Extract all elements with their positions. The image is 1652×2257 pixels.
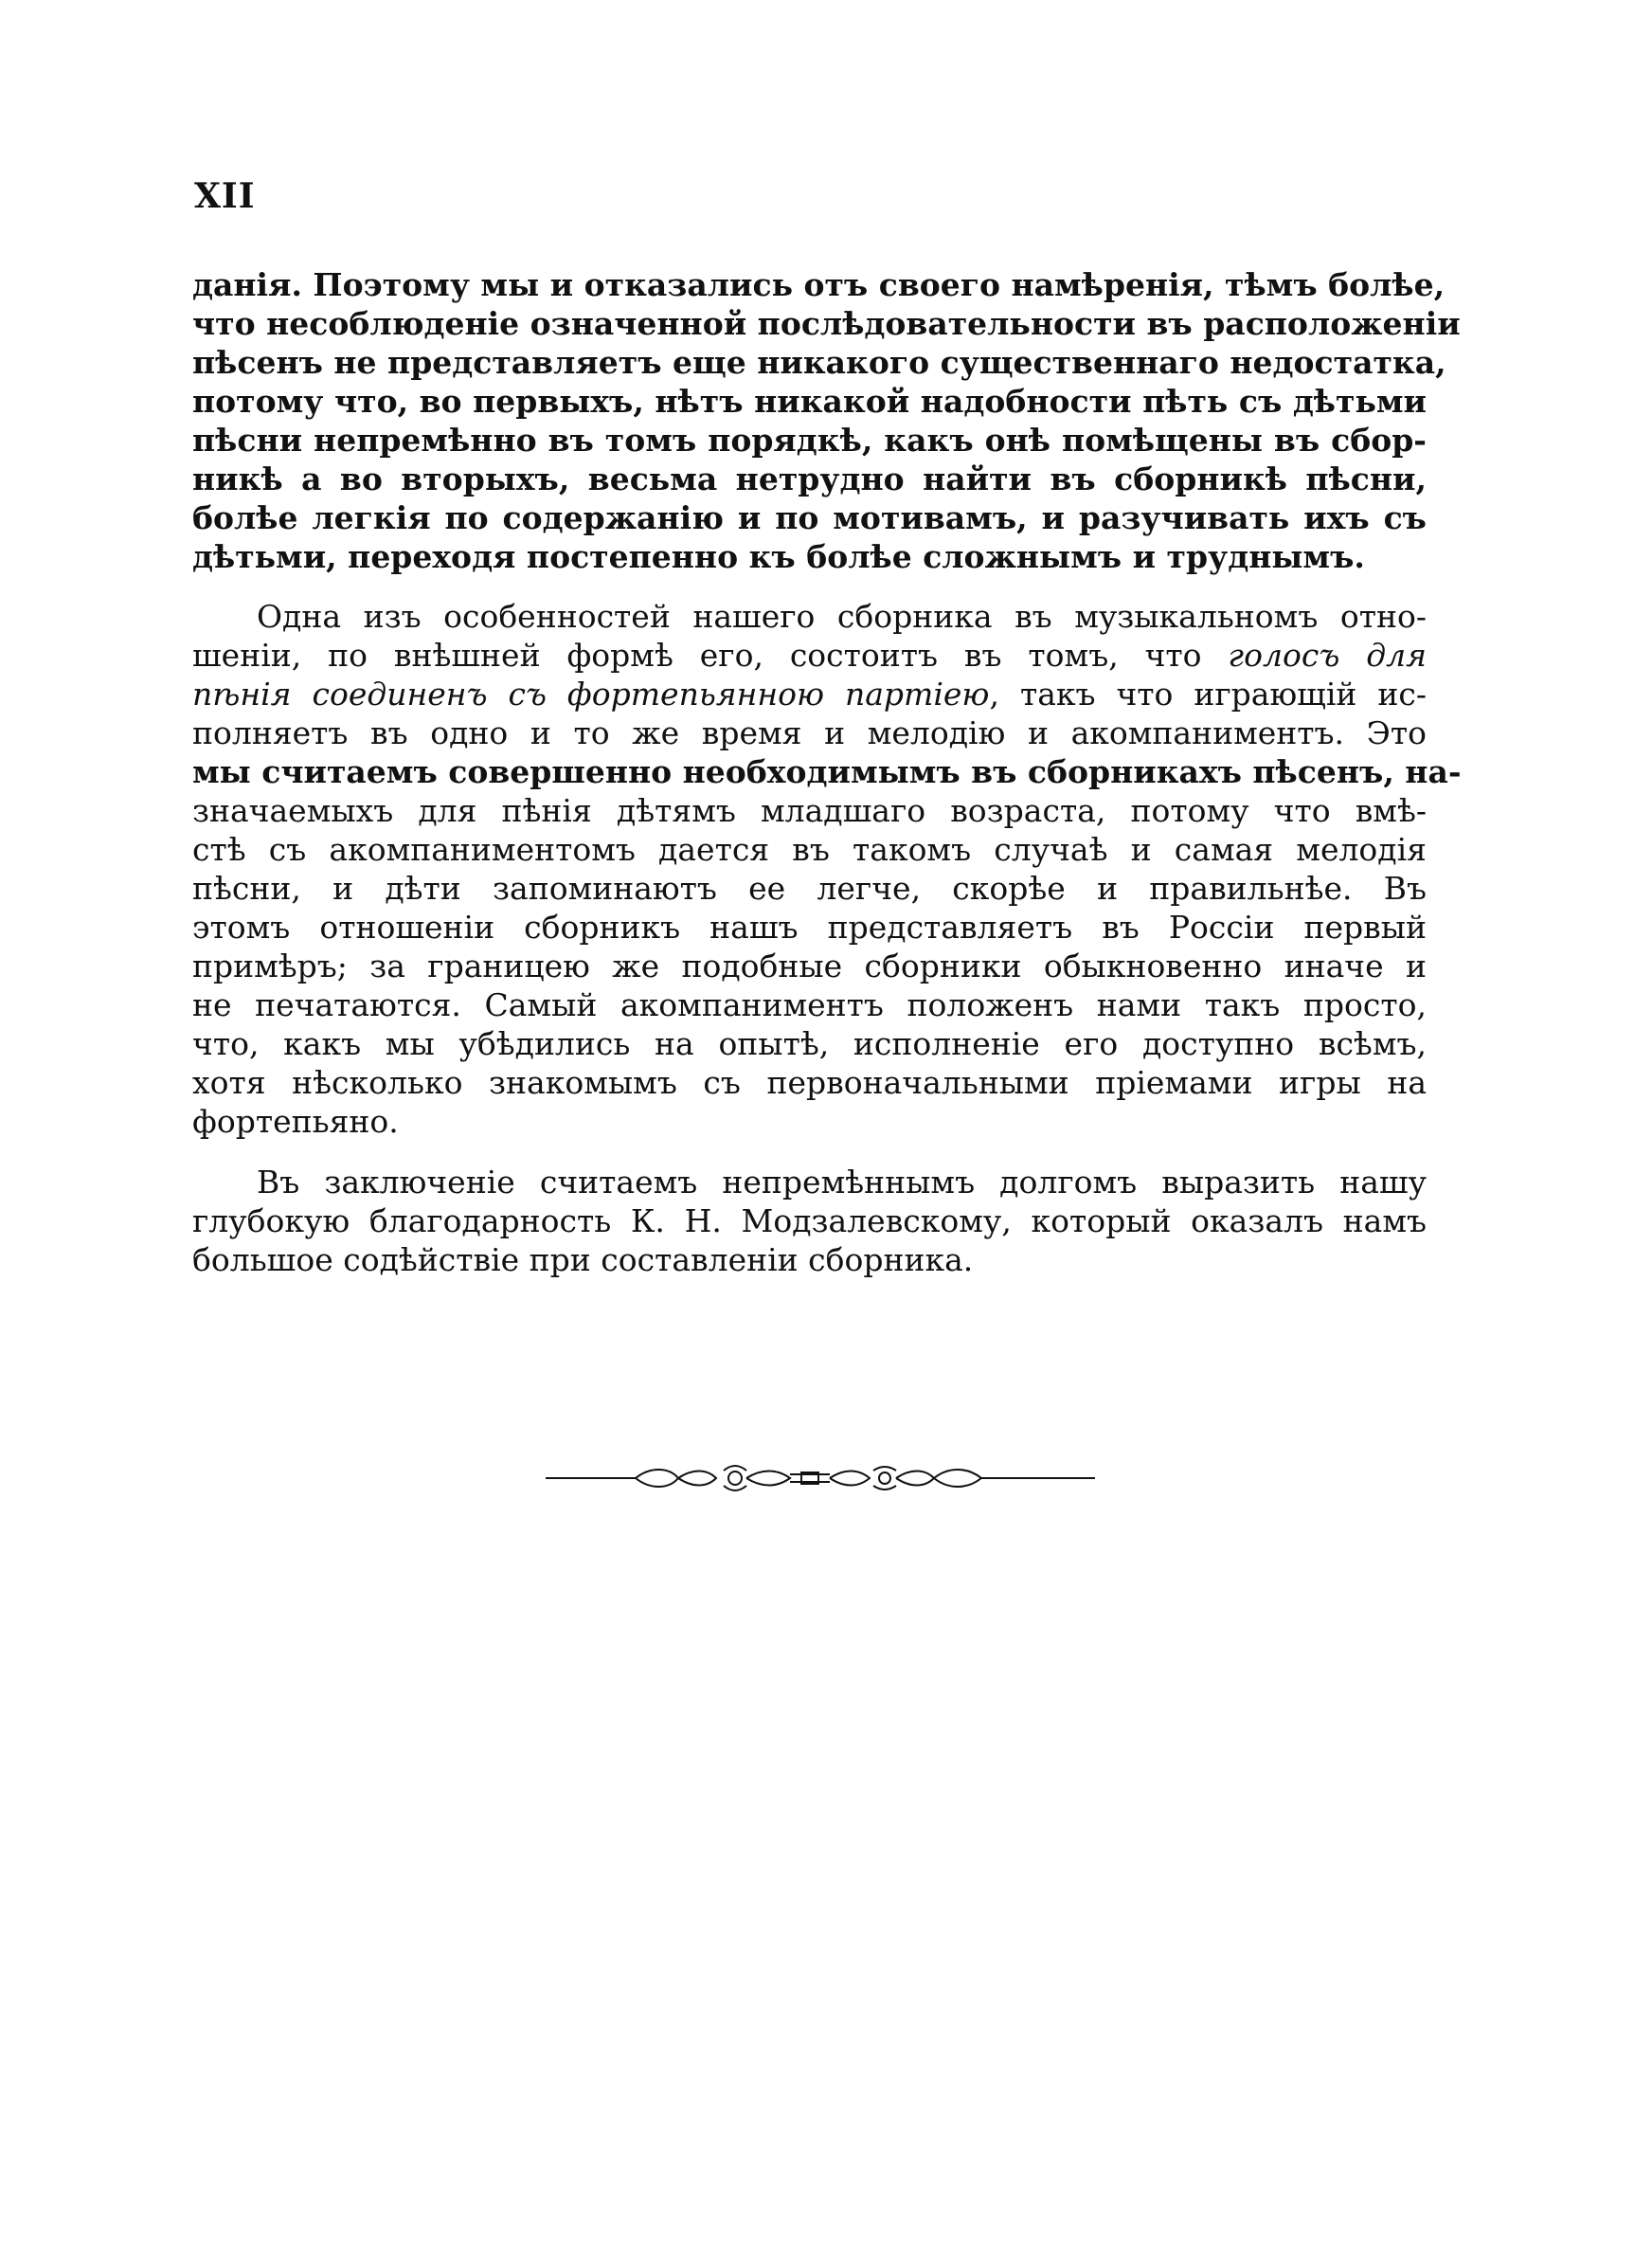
italic-phrase: пѣнія соединенъ съ фортепьянною партіею bbox=[192, 676, 990, 713]
text-line: потому что, во первыхъ, нѣтъ никакой надобности пѣть съ дѣтьми bbox=[192, 383, 1427, 420]
text-line: примѣръ; за границею же подобные сборники обыкновенно иначе и bbox=[192, 948, 1427, 984]
text-line: никѣ а во вторыхъ, весьма нетрудно найти въ сборникѣ пѣсни, bbox=[192, 460, 1427, 497]
text-line: Одна изъ особенностей нашего сборника въ музыкальномъ отно- bbox=[257, 598, 1427, 635]
text-line: дѣтьми, переходя постепенно къ болѣе сложнымъ и труднымъ. bbox=[192, 538, 1365, 575]
text-line: полняетъ въ одно и то же время и мелодію и акомпаниментъ. Это bbox=[192, 714, 1427, 751]
text-line: что несоблюденіе означенной послѣдовательности въ расположеніи bbox=[192, 305, 1461, 342]
text-line: значаемыхъ для пѣнія дѣтямъ младшаго возраста, потому что вмѣ- bbox=[192, 792, 1427, 829]
text-line: этомъ отношеніи сборникъ нашъ представляетъ въ Россіи первый bbox=[192, 909, 1427, 946]
text-line: шеніи, по внѣшней формѣ его, состоитъ въ томъ, что голосъ для bbox=[192, 637, 1427, 674]
text-line: большое содѣйствіе при составленіи сборника. bbox=[192, 1241, 974, 1278]
text-line: болѣе легкія по содержанію и по мотивамъ, и разучивать ихъ съ bbox=[192, 499, 1427, 536]
paragraph-continuation bbox=[192, 265, 1461, 576]
text-line: стѣ съ акомпаниментомъ дается въ такомъ случаѣ и самая мелодія bbox=[192, 831, 1427, 868]
paragraph-acknowledgement bbox=[192, 1163, 1427, 1279]
text-line: данія. Поэтому мы и отказались отъ своего намѣренія, тѣмъ болѣе, bbox=[192, 266, 1446, 303]
italic-phrase: голосъ для bbox=[1228, 637, 1427, 674]
text-line: глубокую благодарность К. Н. Модзалевскому, который оказалъ намъ bbox=[192, 1202, 1427, 1239]
text-line: пѣсенъ не представляетъ еще никакого существеннаго недостатка, bbox=[192, 344, 1446, 381]
text-line: хотя нѣсколько знакомымъ съ первоначальными пріемами игры на bbox=[192, 1064, 1427, 1101]
text-line: что, какъ мы убѣдились на опытѣ, исполненіе его доступно всѣмъ, bbox=[192, 1025, 1427, 1062]
text-line: мы считаемъ совершенно необходимымъ въ сборникахъ пѣсенъ, на- bbox=[192, 753, 1462, 790]
text-line: не печатаются. Самый акомпаниментъ положенъ нами такъ просто, bbox=[192, 986, 1427, 1023]
text-line: фортепьяно. bbox=[192, 1103, 399, 1140]
text-line: Въ заключеніе считаемъ непремѣннымъ долгомъ выразить нашу bbox=[257, 1164, 1427, 1201]
paragraph-features bbox=[192, 597, 1462, 1141]
text-line: пѣсни, и дѣти запоминаютъ ее легче, скорѣе и правильнѣе. Въ bbox=[192, 870, 1427, 907]
text-line: пѣнія соединенъ съ фортепьянною партіею, такъ что играющій ис- bbox=[192, 676, 1427, 713]
text-line: пѣсни непремѣнно въ томъ порядкѣ, какъ онѣ помѣщены въ сбор- bbox=[192, 422, 1427, 459]
page-number: XII bbox=[194, 176, 256, 216]
decorative-ornament-icon bbox=[546, 1459, 1095, 1497]
